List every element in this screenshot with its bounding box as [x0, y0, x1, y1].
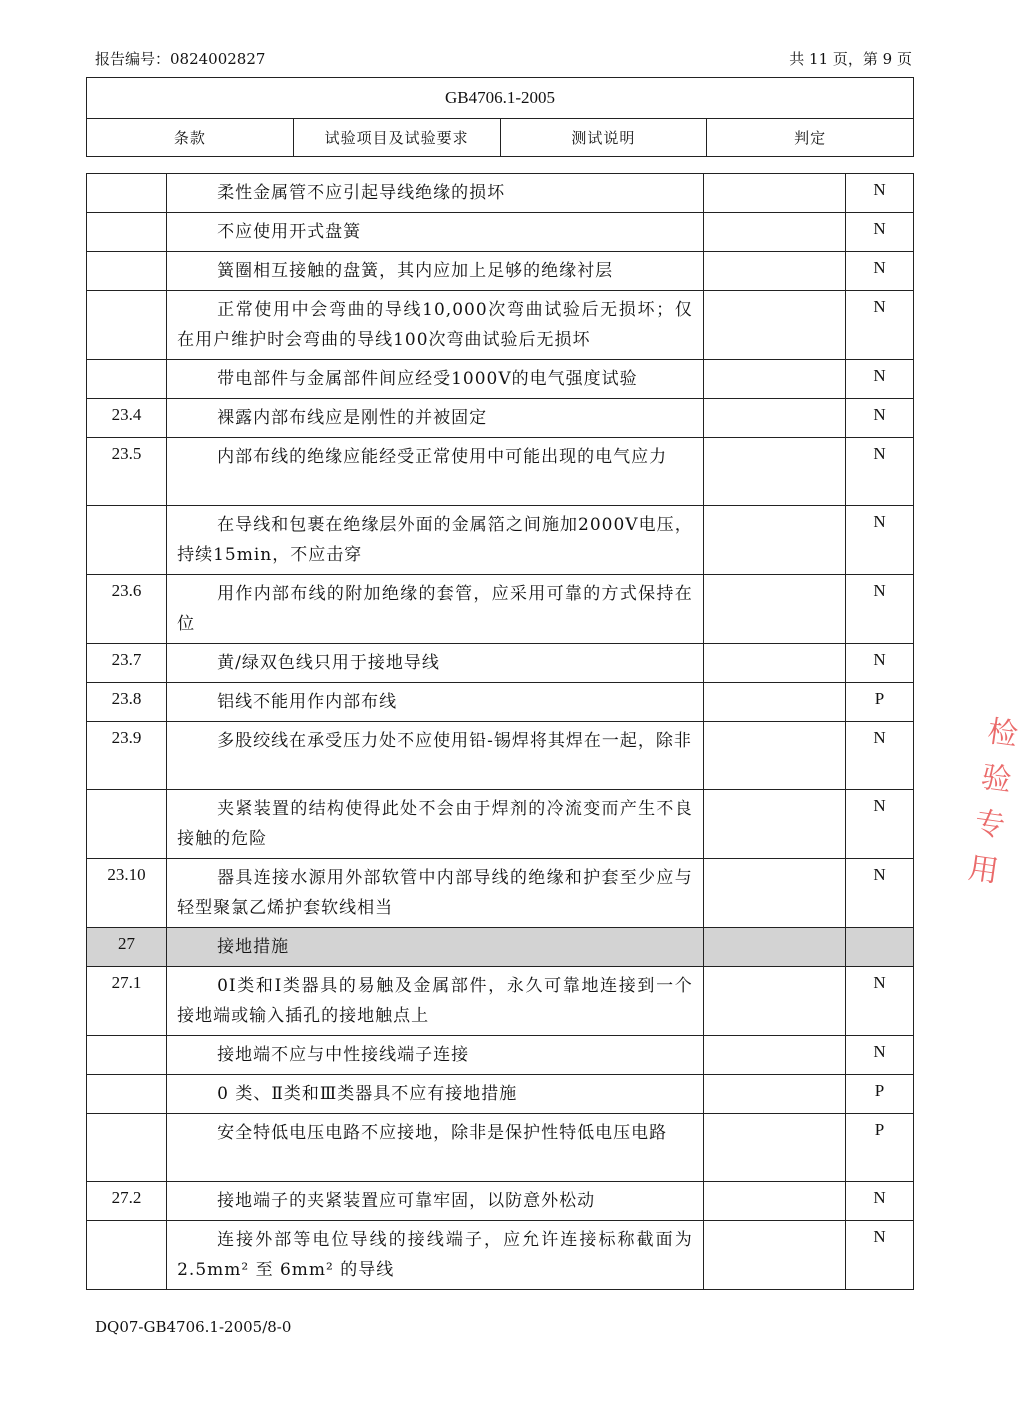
note-cell: [703, 399, 845, 438]
requirement-text: 器具连接水源用外部软管中内部导线的绝缘和护套至少应与轻型聚氯乙烯护套软线相当: [177, 868, 693, 918]
requirement-cell: [167, 1114, 704, 1182]
requirements-table: [86, 173, 914, 1290]
verdict-cell: N: [845, 360, 913, 399]
table-row: [87, 399, 914, 438]
requirement-text: 铝线不能用作内部布线: [217, 692, 398, 712]
note-cell: [703, 683, 845, 722]
standard-title: GB4706.1-2005: [87, 78, 914, 119]
note-cell: [703, 174, 845, 213]
verdict-cell: P: [845, 1114, 913, 1182]
requirement-cell: [167, 644, 704, 683]
clause-cell: 23.9: [87, 722, 167, 790]
note-cell: [703, 859, 845, 928]
requirement-text: 在导线和包裹在绝缘层外面的金属箔之间施加2000V电压，持续15min，不应击穿: [177, 515, 693, 565]
note-cell: [703, 1114, 845, 1182]
requirement-cell: [167, 438, 704, 506]
table-row: [87, 859, 914, 928]
requirement-text: 内部布线的绝缘应能经受正常使用中可能出现的电气应力: [217, 447, 668, 467]
table-row: [87, 790, 914, 859]
requirement-text: 连接外部等电位导线的接线端子，应允许连接标称截面为 2.5mm² 至 6mm² 的导线: [177, 1230, 693, 1280]
verdict-cell: N: [845, 644, 913, 683]
verdict-cell: N: [845, 174, 913, 213]
verdict-cell: N: [845, 967, 913, 1036]
note-cell: [703, 213, 845, 252]
verdict-cell: N: [845, 722, 913, 790]
requirement-text: 不应使用开式盘簧: [217, 222, 362, 242]
requirement-cell: [167, 722, 704, 790]
clause-cell: 23.8: [87, 683, 167, 722]
requirement-text: 接地端不应与中性接线端子连接: [217, 1045, 470, 1065]
clause-cell: 23.4: [87, 399, 167, 438]
verdict-cell: P: [845, 683, 913, 722]
note-cell: [703, 790, 845, 859]
clause-cell: [87, 1036, 167, 1075]
requirement-text: 黄/绿双色线只用于接地导线: [217, 653, 440, 673]
clause-cell: 27.1: [87, 967, 167, 1036]
clause-cell: 23.7: [87, 644, 167, 683]
document-code: DQ07-GB4706.1-2005/8-0: [95, 1318, 292, 1336]
table-row: [87, 506, 914, 575]
verdict-cell: N: [845, 291, 913, 360]
table-row: [87, 575, 914, 644]
table-row: [87, 438, 914, 506]
requirement-text: 用作内部布线的附加绝缘的套管，应采用可靠的方式保持在位: [177, 584, 693, 634]
requirement-cell: [167, 683, 704, 722]
requirement-text: 0 类、Ⅱ类和Ⅲ类器具不应有接地措施: [217, 1084, 518, 1104]
report-number: 报告编号：0824002827: [95, 50, 266, 68]
verdict-cell: N: [845, 790, 913, 859]
verdict-cell: N: [845, 1182, 913, 1221]
clause-cell: 27.2: [87, 1182, 167, 1221]
clause-cell: 23.10: [87, 859, 167, 928]
clause-cell: [87, 360, 167, 399]
requirement-cell: [167, 1075, 704, 1114]
clause-cell: [87, 252, 167, 291]
note-cell: [703, 967, 845, 1036]
note-cell: [703, 928, 845, 967]
verdict-cell: N: [845, 1036, 913, 1075]
page-info: 共 11 页，第 9 页: [789, 50, 912, 68]
requirement-cell: [167, 291, 704, 360]
verdict-cell: N: [845, 438, 913, 506]
requirement-text: 簧圈相互接触的盘簧，其内应加上足够的绝缘衬层: [217, 261, 614, 281]
section-row: [87, 928, 914, 967]
clause-cell: [87, 291, 167, 360]
requirement-text: 柔性金属管不应引起导线绝缘的损坏: [217, 183, 506, 203]
clause-cell: [87, 213, 167, 252]
verdict-cell: N: [845, 506, 913, 575]
clause-cell: [87, 790, 167, 859]
requirement-text: 安全特低电压电路不应接地，除非是保护性特低电压电路: [217, 1123, 668, 1143]
clause-cell: 27: [87, 928, 167, 967]
note-cell: [703, 252, 845, 291]
requirement-text: 0I类和Ⅰ类器具的易触及金属部件，永久可靠地连接到一个接地端或输入插孔的接地触点上: [177, 976, 693, 1026]
note-cell: [703, 360, 845, 399]
clause-cell: [87, 1075, 167, 1114]
verdict-cell: [845, 928, 913, 967]
column-header-clause: 条款: [87, 119, 294, 157]
table-row: [87, 291, 914, 360]
verdict-cell: N: [845, 213, 913, 252]
table-row: [87, 1075, 914, 1114]
requirement-cell: [167, 967, 704, 1036]
note-cell: [703, 722, 845, 790]
requirement-text: 多股绞线在承受压力处不应使用铅-锡焊将其焊在一起，除非: [217, 731, 692, 751]
requirement-cell: [167, 790, 704, 859]
table-row: [87, 252, 914, 291]
verdict-cell: N: [845, 575, 913, 644]
requirement-text: 裸露内部布线应是刚性的并被固定: [217, 408, 488, 428]
clause-cell: [87, 506, 167, 575]
clause-cell: [87, 1114, 167, 1182]
clause-cell: [87, 1221, 167, 1290]
clause-cell: 23.6: [87, 575, 167, 644]
table-row: [87, 683, 914, 722]
requirement-text: 带电部件与金属部件间应经受1000V的电气强度试验: [217, 369, 638, 389]
table-row: [87, 360, 914, 399]
requirement-cell: [167, 928, 704, 967]
requirement-cell: [167, 1036, 704, 1075]
note-cell: [703, 1182, 845, 1221]
requirement-cell: [167, 859, 704, 928]
verdict-cell: N: [845, 859, 913, 928]
note-cell: [703, 1036, 845, 1075]
note-cell: [703, 438, 845, 506]
requirement-text: 正常使用中会弯曲的导线10,000次弯曲试验后无损坏；仅在用户维护时会弯曲的导线100次弯曲试验后无损坏: [177, 300, 693, 350]
clause-cell: 23.5: [87, 438, 167, 506]
verdict-cell: N: [845, 399, 913, 438]
requirement-text: 夹紧装置的结构使得此处不会由于焊剂的冷流变而产生不良接触的危险: [177, 799, 693, 849]
table-header: [86, 77, 914, 157]
inspection-stamp: 检 验 专 用: [966, 714, 1020, 890]
requirement-cell: [167, 1182, 704, 1221]
note-cell: [703, 1221, 845, 1290]
table-row: [87, 1182, 914, 1221]
requirement-cell: [167, 213, 704, 252]
requirement-cell: [167, 575, 704, 644]
note-cell: [703, 644, 845, 683]
verdict-cell: P: [845, 1075, 913, 1114]
requirement-cell: [167, 174, 704, 213]
clause-cell: [87, 174, 167, 213]
column-header-requirement: 试验项目及试验要求: [293, 119, 500, 157]
requirement-text: 接地端子的夹紧装置应可靠牢固，以防意外松动: [217, 1191, 596, 1211]
requirement-text: 接地措施: [217, 937, 290, 957]
requirement-cell: [167, 506, 704, 575]
requirement-cell: [167, 252, 704, 291]
requirement-cell: [167, 360, 704, 399]
table-row: [87, 213, 914, 252]
table-row: [87, 1221, 914, 1290]
column-header-verdict: 判定: [707, 119, 914, 157]
table-row: [87, 1036, 914, 1075]
column-header-note: 测试说明: [500, 119, 707, 157]
note-cell: [703, 291, 845, 360]
table-row: [87, 174, 914, 213]
table-row: [87, 722, 914, 790]
verdict-cell: N: [845, 252, 913, 291]
table-row: [87, 644, 914, 683]
table-row: [87, 967, 914, 1036]
table-row: [87, 1114, 914, 1182]
note-cell: [703, 506, 845, 575]
note-cell: [703, 1075, 845, 1114]
requirement-cell: [167, 1221, 704, 1290]
note-cell: [703, 575, 845, 644]
verdict-cell: N: [845, 1221, 913, 1290]
requirement-cell: [167, 399, 704, 438]
